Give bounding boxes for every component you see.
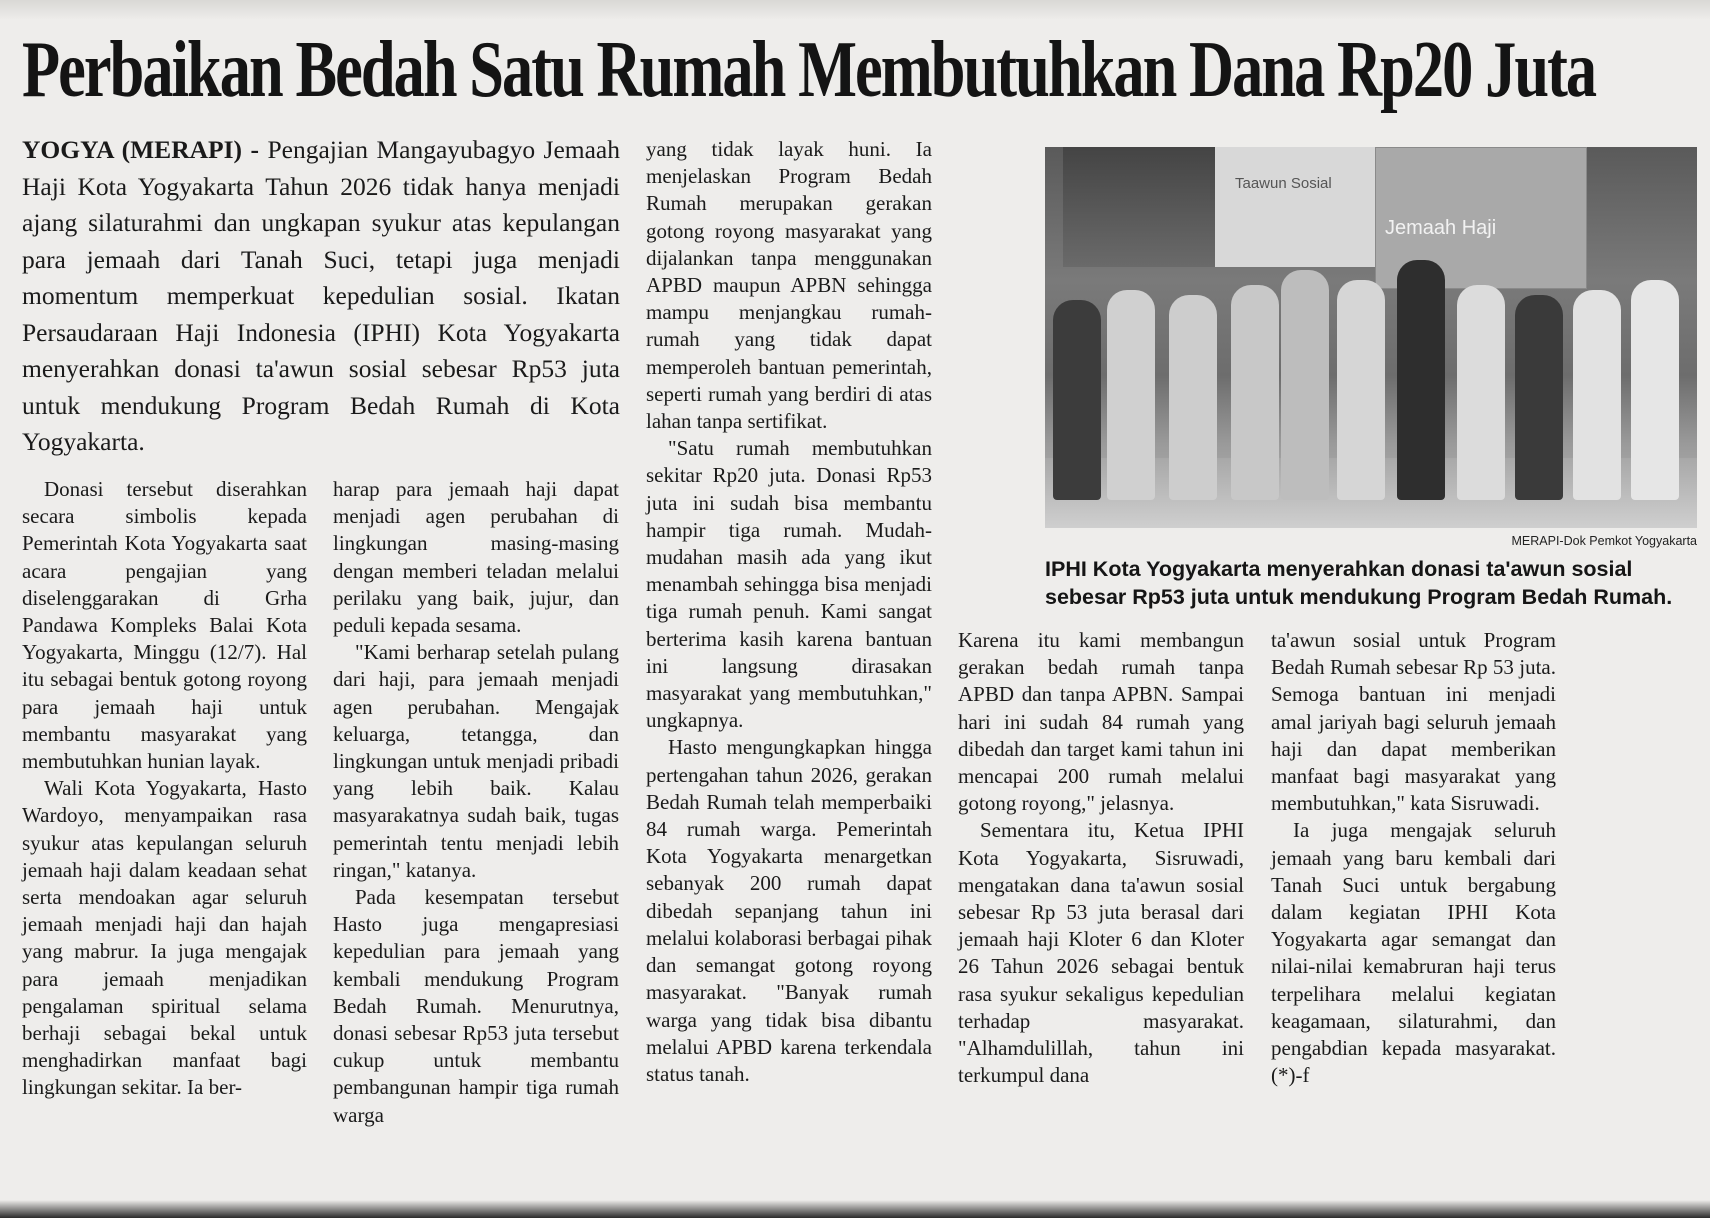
person-figure xyxy=(1281,270,1329,500)
article-column-2 xyxy=(333,476,619,1129)
person-figure xyxy=(1515,295,1563,500)
person-figure xyxy=(1337,280,1385,500)
person-figure xyxy=(1053,300,1101,500)
paragraph: harap para jemaah haji dapat menjadi agen perubahan di lingkungan masing-masing dengan memberi teladan melalui perilaku yang baik, jujur, dan peduli kepada sesama. xyxy=(333,477,619,638)
page-top-edge xyxy=(0,0,1710,20)
paragraph: ta'awun sosial untuk Program Bedah Rumah sebesar Rp 53 juta. Semoga bantuan ini menjadi amal jariyah bagi seluruh jemaah haji dan dapat memberikan manfaat bagi masyarakat yang membutuhkan," kata Sisruwadi. xyxy=(1271,628,1556,816)
paragraph: Sementara itu, Ketua IPHI Kota Yogyakarta, Sisruwadi, mengatakan dana ta'awun sosial sebesar Rp 53 juta berasal dari jemaah haji Kloter 6 dan Kloter 26 Tahun 2026 sebagai bentuk rasa syukur sekaligus kepedulian terhadap masyarakat. "Alhamdulillah, tahun ini terkumpul dana xyxy=(958,818,1244,1088)
article-column-5 xyxy=(1271,627,1556,1089)
headline: Perbaikan Bedah Satu Rumah Membutuhkan Dana Rp20 Juta xyxy=(22,26,1596,114)
person-figure xyxy=(1107,290,1155,500)
article-column-1 xyxy=(22,476,307,1102)
lead-text: Pengajian Mangayubagyo Jemaah Haji Kota Yogyakarta Tahun 2026 tidak hanya menjadi ajang silaturahmi dan ungkapan syukur atas kepulangan para jemaah dari Tanah Suci, tetapi juga menjadi momentum memperkuat kepedulian sosial. Ikatan Persaudaraan Haji Indonesia (IPHI) Kota Yogyakarta menyerahkan donasi ta'awun sosial sebesar Rp53 juta untuk mendukung Program Bedah Rumah di Kota Yogyakarta. xyxy=(22,135,620,456)
photo-credit: MERAPI-Dok Pemkot Yogyakarta xyxy=(1511,534,1697,548)
photo-banner-text: Taawun Sosial xyxy=(1235,175,1332,192)
news-photo xyxy=(1045,147,1697,528)
photo-banner-text: Jemaah Haji xyxy=(1385,217,1497,239)
lead-column xyxy=(22,132,620,461)
paragraph: "Satu rumah membutuhkan sekitar Rp20 juta. Donasi Rp53 juta ini sudah bisa membantu hampir tiga rumah. Mudah-mudahan masih ada yang ikut menambah sehingga bisa menjadi tiga rumah penuh. Kami sangat berterima kasih karena bantuan ini langsung dirasakan masyarakat yang membutuhkan," ungkapnya. xyxy=(646,436,932,733)
paragraph: Ia juga mengajak seluruh jemaah yang baru kembali dari Tanah Suci untuk bergabung dalam kegiatan IPHI Kota Yogyakarta agar semangat dan nilai-nilai kemabruran haji terus terpelihara melalui kegiatan keagamaan, silaturahmi, dan pengabdian kepada masyarakat. (*)-f xyxy=(1271,818,1556,1088)
article-column-3 xyxy=(646,136,932,1088)
paragraph: Hasto mengungkapkan hingga pertengahan tahun 2026, gerakan Bedah Rumah telah memperbaiki 84 rumah warga. Pemerintah Kota Yogyakarta menargetkan sebanyak 200 rumah dapat dibedah sepanjang tahun ini melalui kolaborasi berbagai pihak dan semangat gotong royong masyarakat. "Banyak rumah warga yang tidak bisa dibantu melalui APBD karena terkendala status tanah. xyxy=(646,735,932,1086)
paragraph: Karena itu kami membangun gerakan bedah rumah tanpa APBD dan tanpa APBN. Sampai hari ini sudah 84 rumah yang dibedah dan target kami tahun ini mencapai 200 rumah melalui gotong royong," jelasnya. xyxy=(958,628,1244,816)
photo-caption: IPHI Kota Yogyakarta menyerahkan donasi ta'awun sosial sebesar Rp53 juta untuk mendukung Program Bedah Rumah. xyxy=(1045,557,1673,609)
person-figure xyxy=(1169,295,1217,500)
paragraph: "Kami berharap setelah pulang dari haji, para jemaah menjadi agen perubahan. Mengajak keluarga, tetangga, dan lingkungan untuk menjadi pribadi yang lebih baik. Kalau masyarakatnya sudah baik, tugas pemerintah tentu menjadi lebih ringan," katanya. xyxy=(333,640,619,882)
person-figure xyxy=(1631,280,1679,500)
person-figure xyxy=(1231,285,1279,500)
article-column-4 xyxy=(958,627,1244,1089)
person-figure xyxy=(1573,290,1621,500)
paragraph: Pada kesempatan tersebut Hasto juga mengapresiasi kepedulian para jemaah yang kembali mendukung Program Bedah Rumah. Menurutnya, donasi sebesar Rp53 juta tersebut cukup untuk membantu pembangunan hampir tiga rumah warga xyxy=(333,885,619,1127)
person-figure xyxy=(1457,285,1505,500)
paragraph: Donasi tersebut diserahkan secara simbolis kepada Pemerintah Kota Yogyakarta saat acara pengajian yang diselenggarakan di Grha Pandawa Kompleks Balai Kota Yogyakarta, Minggu (12/7). Hal itu sebagai bentuk gotong royong para jemaah haji untuk membantu masyarakat yang membutuhkan hunian layak. xyxy=(22,477,307,774)
person-figure xyxy=(1397,260,1445,500)
page-bottom-edge xyxy=(0,1200,1710,1218)
paragraph: Wali Kota Yogyakarta, Hasto Wardoyo, menyampaikan rasa syukur atas kepulangan seluruh jemaah haji dalam keadaan sehat serta mendoakan agar seluruh jemaah menjadi haji dan hajah yang mabrur. Ia juga mengajak para jemaah menjadikan pengalaman spiritual selama berhaji sebagai bekal untuk menghadirkan manfaat bagi lingkungan sekitar. Ia ber- xyxy=(22,776,307,1100)
paragraph: yang tidak layak huni. Ia menjelaskan Program Bedah Rumah merupakan gerakan gotong royong masyarakat yang dijalankan tanpa menggunakan APBD maupun APBN sehingga mampu menjangkau rumah-rumah yang tidak dapat memperoleh bantuan pemerintah, seperti rumah yang berdiri di atas lahan tanpa sertifikat. xyxy=(646,137,932,434)
lead-paragraph xyxy=(22,132,620,461)
dateline: YOGYA (MERAPI) - xyxy=(22,135,259,164)
